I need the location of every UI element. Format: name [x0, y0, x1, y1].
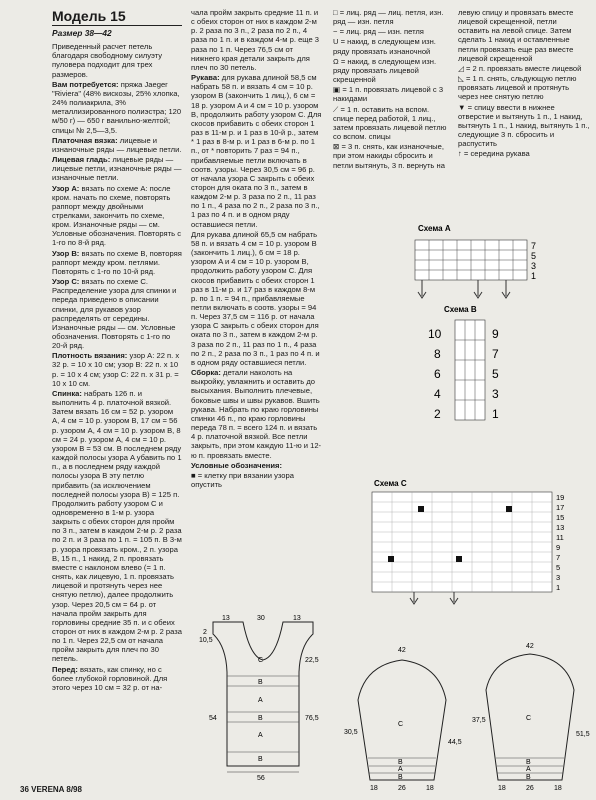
- scheme-b-grid: [455, 320, 485, 420]
- sleeve-pattern-long: [468, 640, 593, 790]
- scheme-a-row-label: 1: [531, 271, 537, 281]
- plain-paragraph: [52, 136, 182, 154]
- density-paragraph: [52, 351, 182, 388]
- scheme-c-row-label: 7: [556, 553, 561, 562]
- piece-label: A: [398, 766, 403, 773]
- scheme-b-row-label: 1: [492, 407, 499, 421]
- scheme-c-row-label: 1: [556, 583, 561, 592]
- legend-text: = накид, в следующем изн. ряду провязать лицевой скрещенной: [333, 56, 437, 85]
- dash-icon: −: [333, 27, 338, 37]
- scheme-b-row-label: 10: [428, 327, 442, 341]
- dim-label: 26: [526, 785, 534, 790]
- scheme-b-row-label: 4: [434, 387, 441, 401]
- yarn-over-twisted-icon: Ω: [333, 56, 339, 66]
- materials-label: Вам потребуется:: [52, 79, 119, 89]
- scheme-b-title: Схема B: [444, 305, 477, 314]
- scheme-b-row-label: 6: [434, 367, 441, 381]
- piece-label: A: [258, 732, 263, 739]
- legend-title: Условные обозначения:: [191, 460, 283, 470]
- scheme-c-row-labels: [556, 493, 564, 592]
- back-outline: [213, 622, 313, 766]
- sleeve-pattern-short: [340, 640, 465, 790]
- three-wraps-icon: ▣: [333, 85, 341, 95]
- scheme-c-row-label: 9: [556, 543, 561, 552]
- back-labels: [199, 615, 319, 782]
- text-column-1: [52, 8, 182, 768]
- drop-stitch-icon: ▼: [458, 102, 466, 112]
- scheme-c-row-label: 19: [556, 493, 565, 502]
- k2tog-icon: ◿: [458, 63, 464, 73]
- legend-text: = 1 п. оставить на вспом. спице перед работой, 1 лиц., затем провязать лицевой петлю со вспом. спицы: [333, 104, 447, 142]
- assembly-paragraph: [191, 368, 323, 460]
- piece-label: A: [526, 766, 531, 773]
- dim-label: 13: [293, 615, 301, 622]
- scheme-b-row-label: 5: [492, 367, 499, 381]
- dim-label: 18: [498, 785, 506, 790]
- piece-label: B: [526, 759, 531, 766]
- text-column-2: [191, 8, 323, 608]
- scheme-a-title: Схема A: [418, 224, 451, 233]
- piece-label: B: [258, 679, 263, 686]
- piece-label: B: [398, 759, 403, 766]
- density-label: Плотность вязания:: [52, 351, 128, 361]
- pattern-a-text: вязать по схеме A: после кром. начать по схеме, повторять раппорт между двойными стрелками, закончить по схеме, кром. Изнаночные ряды — см. Условные обозначения. Повторять с 1-го по 8-й ряд.: [52, 183, 182, 248]
- scheme-c-row-label: 17: [556, 503, 565, 512]
- dim-label: 22,5: [305, 657, 319, 664]
- scheme-a-row-label: 7: [531, 241, 537, 251]
- scheme-c-row-label: 15: [556, 513, 565, 522]
- legend-text: = накид, в следующем изн. ряду провязать изнаночной: [333, 37, 436, 56]
- scheme-a: [380, 222, 580, 302]
- dim-label: 10,5: [199, 637, 213, 644]
- legend-row: [333, 37, 451, 55]
- plain-text: лицевые и изнаночные ряды — лицевые петли.: [52, 135, 182, 154]
- dim-label: 76,5: [305, 715, 319, 722]
- legend-row: [333, 8, 451, 26]
- scheme-c: [358, 476, 588, 606]
- intro-paragraph: Приведенный расчет петель благодаря свободному силуэту пуловера подходит для трех размеров.: [52, 42, 163, 79]
- materials-paragraph: [52, 80, 182, 135]
- scheme-c-arrows: [410, 592, 458, 604]
- scheme-a-row-label: 5: [531, 251, 537, 261]
- size-line: Размер 38—42: [52, 28, 112, 38]
- scheme-b-row-label: 7: [492, 347, 499, 361]
- scheme-c-row-label: 13: [556, 523, 565, 532]
- scheme-c-row-label: 11: [556, 533, 564, 542]
- sleeve-paragraph: [191, 73, 323, 229]
- pattern-b-label: Узор B:: [52, 248, 80, 258]
- legend-row: [458, 64, 590, 73]
- ssk-icon: ◺: [458, 74, 464, 84]
- legend-text: = 3 п. снять, как изнаночные, при этом накиды сбросить и петли вытянуть, 3 п. вернуть на: [333, 142, 445, 170]
- empty-square-icon: □: [333, 8, 338, 17]
- dim-label: 56: [257, 775, 265, 782]
- dim-label: 42: [526, 643, 534, 650]
- model-title: Модель 15: [52, 8, 182, 26]
- front-text: вязать, как спинку, но с более глубокой горловиной. Для этого через 10 см = 32 р. от на-: [52, 664, 168, 692]
- scheme-c-title: Схема C: [374, 479, 407, 488]
- stock-label: Лицевая гладь:: [52, 155, 111, 165]
- stock-paragraph: [52, 155, 182, 182]
- piece-label: C: [526, 715, 532, 722]
- plain-label: Платочная вязка:: [52, 135, 118, 145]
- materials-text: пряжа Jaeger "Riviera" (48% вискозы, 25% хлопка, 24% полиакрила, 3% металлизированного полиэстра; 120 м/50 г) — 650 г ванильно-желтой; спицы № 2,5—3,5.: [52, 79, 182, 135]
- scheme-b-row-label: 3: [492, 387, 499, 401]
- legend-skip-text: = клетку при вязании узора опустить: [191, 470, 294, 489]
- dim-label: 13: [222, 615, 230, 622]
- scheme-b: [420, 302, 520, 432]
- cross-stitch-icon: ⟋: [333, 104, 339, 114]
- scheme-a-row-label: 3: [531, 261, 537, 271]
- piece-label: A: [258, 697, 263, 704]
- filled-square-icon: ■: [191, 470, 196, 480]
- dim-label: 30,5: [344, 729, 358, 736]
- assembly-text: детали наколоть на выкройку, увлажнить и оставить до высыхания. Выполнить плечевые, боковые швы и швы рукавов. Вшить рукава. Набрать по краю горловины спинки 46 п., по краю горловины переда 78 п. = всего 124 п. и вязать 4 р. платочной вязкой. Все петли закрыть, при этом каждую 11-ю и 12-ю п. провязать вместе.: [191, 368, 322, 460]
- back-label: Спинка:: [52, 388, 82, 398]
- pattern-c-text: вязать по схеме C. Распределение узора для спинки и переда приведено в описании спинки, для рукавов узор распределять от середины. Изнаночные ряды — см. Условные обозначения. Повторять с 1-го по 20-й ряд.: [52, 277, 177, 351]
- piece-label: C: [258, 657, 264, 664]
- legend-item-skip: [191, 471, 323, 489]
- pattern-b-text: вязать по схеме B, повторяя раппорт между кром. петлями. Повторять с 1-го по 10-й ряд.: [52, 248, 182, 276]
- scheme-c-row-label: 5: [556, 563, 561, 572]
- piece-label: B: [526, 774, 531, 781]
- sleeve-label: Рукава:: [191, 73, 220, 83]
- stock-text: лицевые ряды — лицевые петли, изнаночные ряды — изнаночные петли.: [52, 155, 182, 183]
- dim-label: 18: [554, 785, 562, 790]
- legend-column-3: [333, 8, 451, 198]
- legend-text: = лиц. ряд — изн. петля: [339, 27, 424, 37]
- legend-text: = 1 п. провязать лицевой с 3 накидами: [333, 85, 444, 104]
- legend-text: = середина рукава: [463, 149, 530, 159]
- density-text: узор A: 22 п. x 32 р. = 10 x 10 см; узор B: 22 п. x 10 р. = 10 x 4 см; узор C: 22 п. x 31 р. = 10 x 10 см.: [52, 351, 180, 388]
- dim-label: 18: [370, 785, 378, 790]
- back-text: набрать 126 п. и выполнить 4 р. платочной вязкой. Затем вязать 16 см = 52 р. узором A, 4 см = 10 р. узором B, 17 см = 56 р. узором A, 4 см = 10 р. узором B, 8 см = 24 р. узором A, 4 см = 10 р. узором B = 53 см. В последнем ряду каждой полосы узора A убавить по 1 п., а в последнем ряду каждой полосы узора B эту петлю прибавить (за исключением последней полосы узора B) = 125 п. Продолжить работу узором C и одновременно в 1-м р. узора закрыть с обеих сторон для пройм по 3 п., затем в каждом 2-м р. 2 раза по 2 п. и 3 раза по 1 п. = 105 п. В 3-м р. узора провязать кром., 2 п. узора B, 15 п., 1 накид, 2 п. провязать вместе с наклоном влево (= 1 п. снять, как лицевую, 1 п. провязать лицевой и протянуть через нее снятую петлю), далее продолжить узор. Через 20,5 см = 64 р. от начала пройм закрыть для горловины средние 35 п. и с обеих сторон от них в каждом 2-м р. 2 раза по 1 п. Через 22,5 см от начала пройм закрыть для плеч по 30 петель.: [52, 388, 182, 664]
- scheme-a-arrows: [418, 280, 510, 298]
- back-front-pattern: [195, 612, 335, 787]
- piece-label: B: [398, 774, 403, 781]
- legend-text: = лиц. ряд — лиц. петля, изн. ряд — изн. петля: [333, 8, 444, 27]
- legend-row: [333, 142, 451, 169]
- legend-row: [333, 57, 451, 84]
- assembly-label: Сборка:: [191, 368, 221, 378]
- arrow-up-icon: ↑: [458, 149, 462, 159]
- legend-text: = 2 п. провязать вместе лицевой: [465, 63, 582, 73]
- dim-label: 44,5: [448, 739, 462, 746]
- dim-label: 51,5: [576, 731, 590, 738]
- legend-text: = 1 п. снять, сльдующую петлю провязать лицевой и протянуть через нее снятую петлю: [458, 74, 577, 102]
- pattern-b-paragraph: [52, 249, 182, 276]
- legend-text: = спицу ввести в нижнее отверстие и вытянуть 1 п., 1 накид, вытянуть 1 п., 1 накид, вытянуть 1 п., следующие 3 п. сбросить и распустить: [458, 102, 590, 149]
- piece-label: B: [258, 756, 263, 763]
- dim-label: 42: [398, 647, 406, 654]
- dim-label: 2: [203, 629, 207, 636]
- dim-label: 30: [257, 615, 265, 622]
- piece-label: B: [258, 715, 263, 722]
- dim-label: 37,5: [472, 717, 486, 724]
- scheme-c-row-label: 3: [556, 573, 561, 582]
- dim-label: 26: [398, 785, 406, 790]
- yarn-over-icon: U: [333, 37, 339, 47]
- legend-continued: левую спицу и провязать вместе лицевой скрещенной, петли оставить на левой спице. Затем сделать 1 накид и оставленные петли провязать еще раз вместе лицевой скрещенной: [458, 8, 574, 63]
- legend-row: [333, 105, 451, 142]
- legend-row: [333, 27, 451, 36]
- legend-column-4: [458, 8, 590, 188]
- front-label: Перед:: [52, 664, 78, 674]
- front-continued: чала пройм закрыть средние 11 п. и с обеих сторон от них в каждом 2-м р. 2 раза по 3 п., 2 раза по 2 п., 4 раза по 1 п. и в каждом 4-м р. еще 3 раза по 1 п. Через 76,5 см от нижнего края детали закрыть для плеч по 30 петель.: [191, 8, 320, 72]
- page-footer: 36 VERENA 8/98: [20, 785, 82, 794]
- three-stitch-icon: ⊠: [333, 142, 340, 152]
- pattern-a-label: Узор A:: [52, 183, 80, 193]
- scheme-b-row-label: 9: [492, 327, 499, 341]
- legend-row: [458, 74, 590, 101]
- dim-label: 54: [209, 715, 217, 722]
- back-stripes: [227, 676, 299, 752]
- front-paragraph: [52, 665, 182, 692]
- scheme-b-row-label: 8: [434, 347, 441, 361]
- sleeve-text: для рукава длиной 58,5 см набрать 58 п. и вязать 4 см = 10 р. узором B (закончить 1 лиц.), 6 см = 18 р. узором A и 4 см = 10 р. узором B, продолжить работу узором C. Для скосов прибавить с обеих сторон 1 раз в 11-м р. и 1 раз в 10-й р., затем * 1 раз в 8-м р. и 1 раз в 6-м р. по 1 п., от * повторить 7 раз = 94 п., прибавляемые петли включать в соотв. узоры. Через 30,5 см = 96 р. от начала узора C закрыть с обеих сторон для оката по 3 п., затем в каждом 2-м р. 3 раза по 2 п., 11 раз по 1 п., 4 раза по 2 п., 2 раза по 3 п., 1 раз по 4 п. и в одном ряду оставшиеся петли.: [191, 73, 322, 229]
- legend-row: [458, 149, 590, 158]
- dim-label: 18: [426, 785, 434, 790]
- piece-label: C: [398, 721, 404, 728]
- pattern-c-label: Узор C:: [52, 277, 80, 287]
- sleeve1-labels: [344, 647, 462, 790]
- pattern-a-paragraph: [52, 184, 182, 248]
- back-paragraph: [52, 389, 182, 664]
- sleeve-long-paragraph: Для рукава длиной 65,5 см набрать 58 п. и вязать 4 см = 10 р. узором B (закончить 1 лиц.), 6 см = 18 р. узором A и 4 см = 10 р. узором B, продолжить работу узором C. Для скосов прибавить с обеих сторон 1 раз в 11-м р. и 17 раз в каждом 8-м р. по 1 п. = 94 п., прибавляемые петли включать в соотв. узоры = 94 п. Через 37,5 см = 116 р. от начала узора C закрыть с обеих сторон для оката по 3 п., затем в каждом 2-м р. 3 раза по 2 п., 11 раз по 1 п., 4 раза по 2 п., 2 раза по 3 п., 1 раз по 4 п. и в одном ряду оставшиеся петли.: [191, 229, 320, 367]
- legend-row: [333, 85, 451, 103]
- legend-row: [458, 103, 590, 149]
- scheme-b-row-label: 2: [434, 407, 441, 421]
- pattern-c-paragraph: [52, 277, 182, 350]
